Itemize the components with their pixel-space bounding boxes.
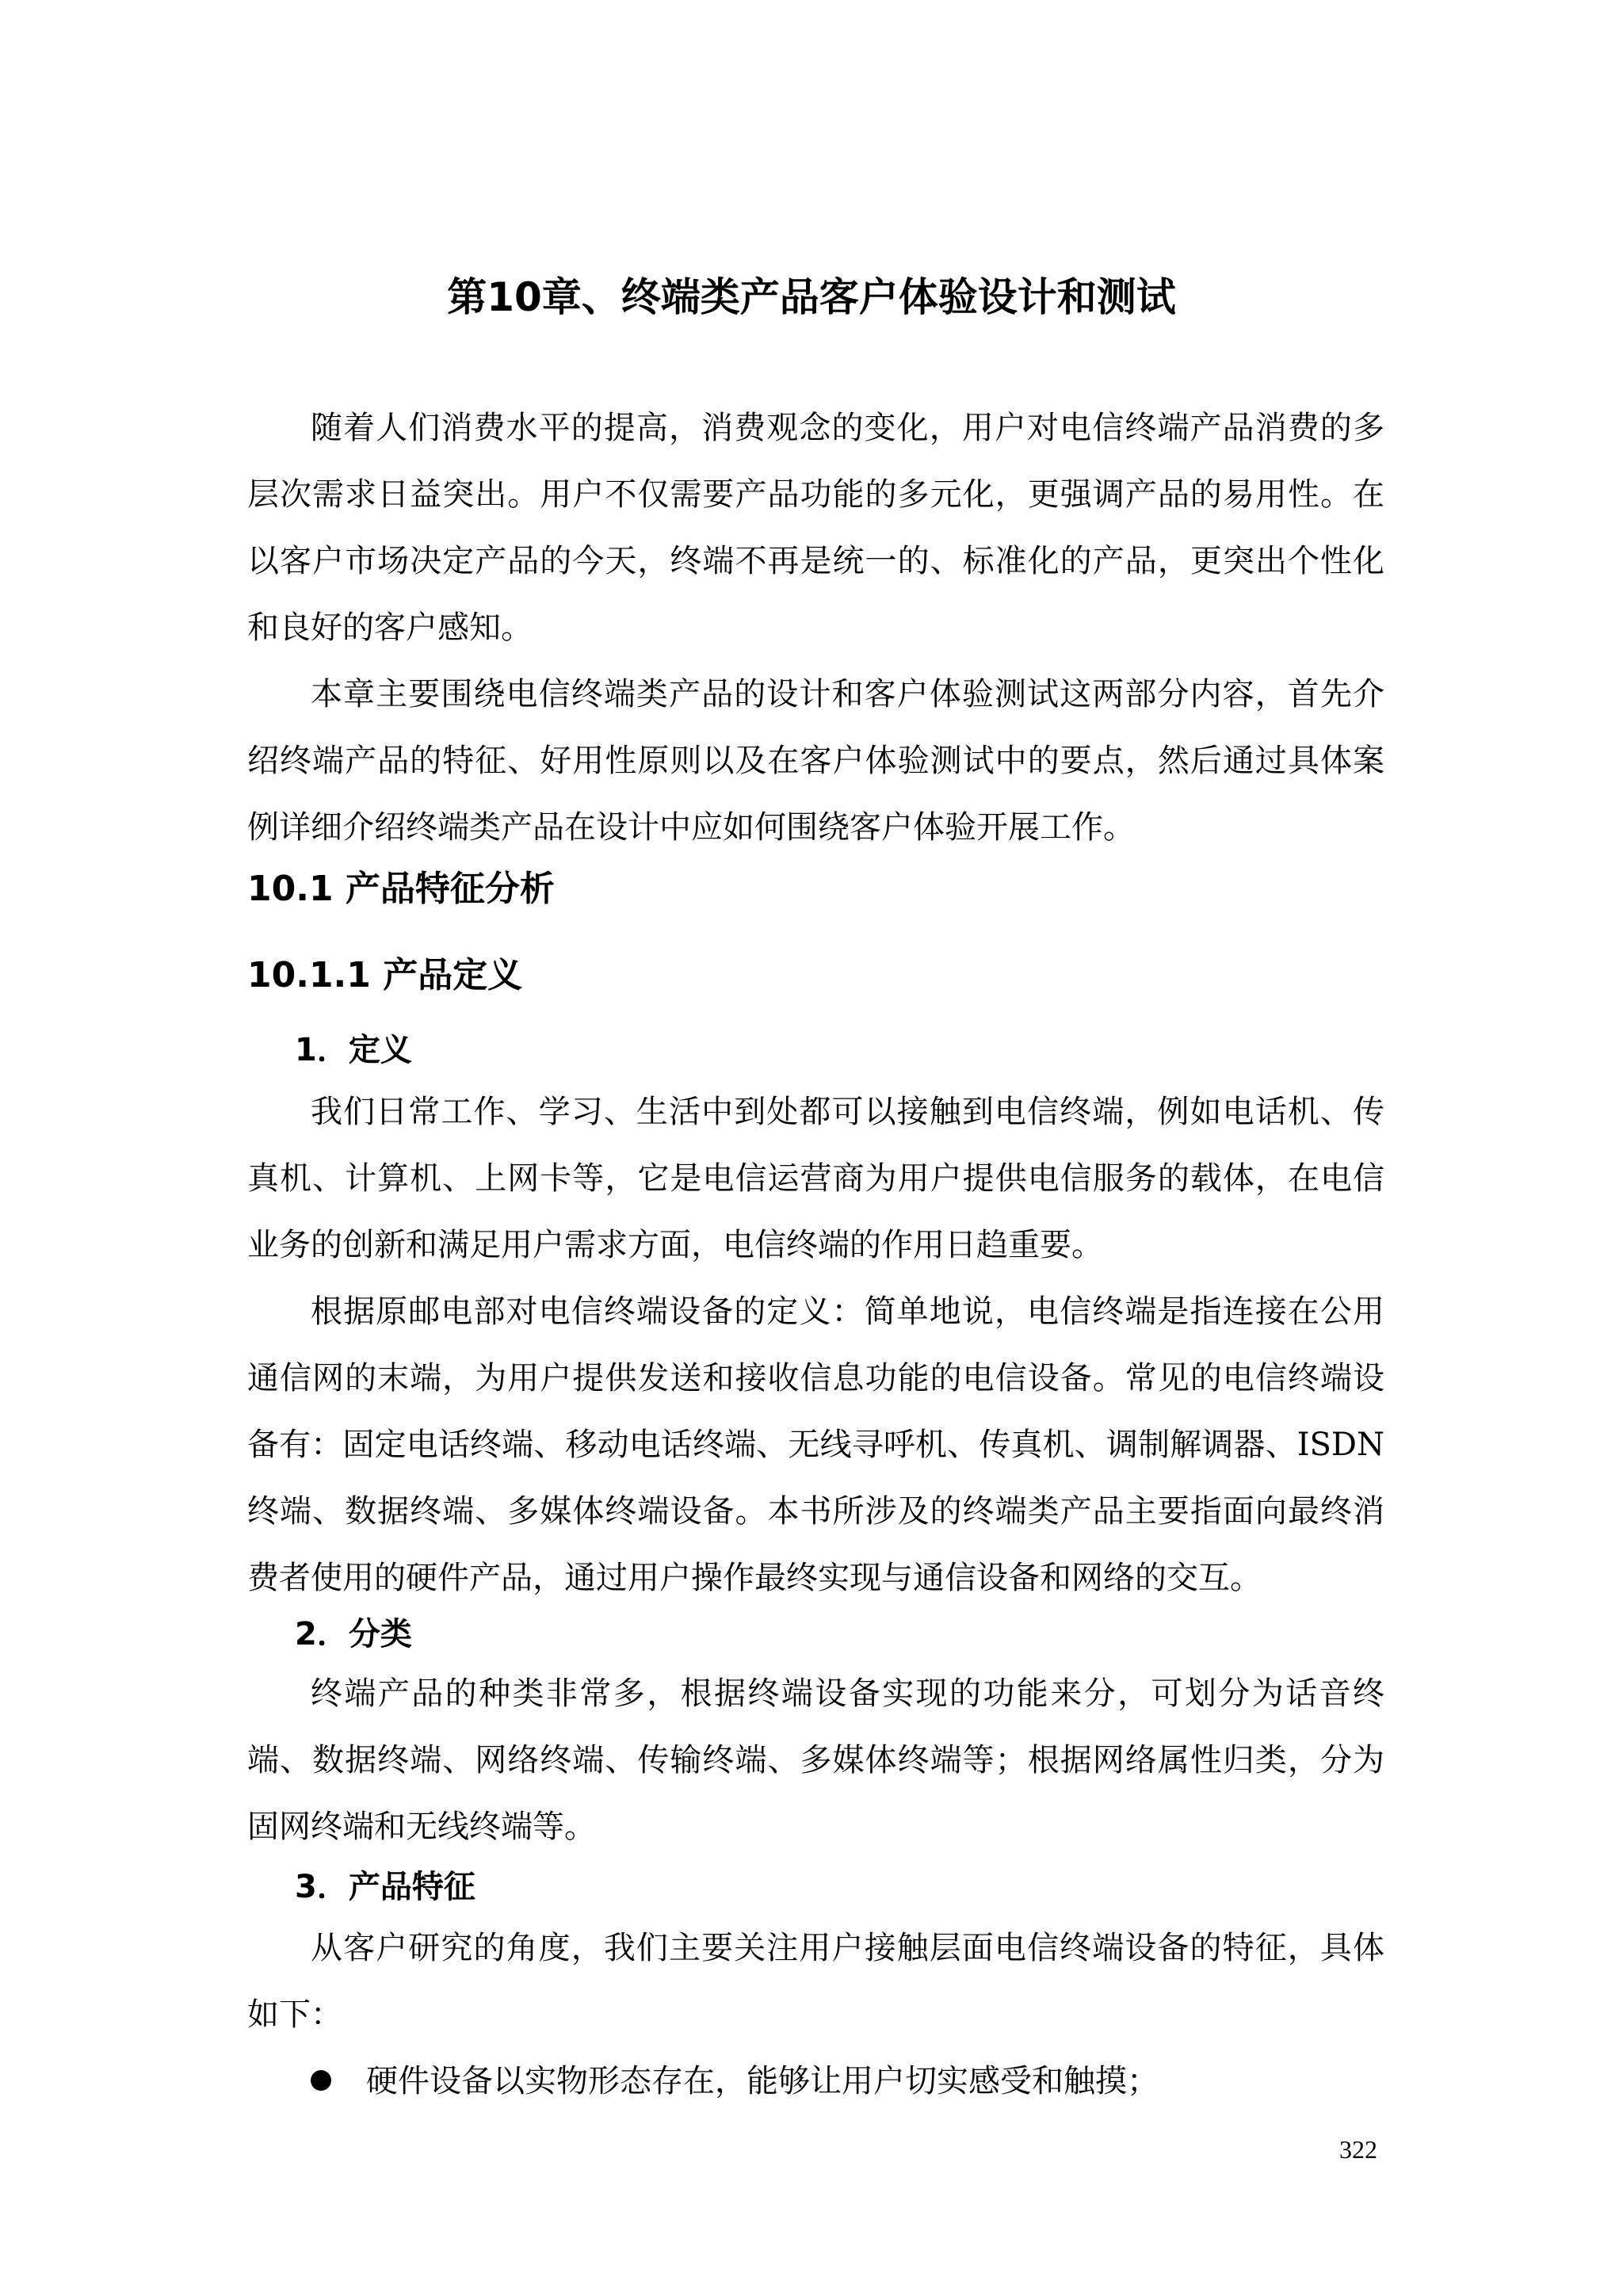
section-heading-10-1-1: 10.1.1 产品定义 xyxy=(247,955,523,995)
item-heading-features: 3．产品特征 xyxy=(295,1869,475,1905)
intro-paragraph-2: 本章主要围绕电信终端类产品的设计和客户体验测试这两部分内容，首先介绍终端产品的特征、好用性原则以及在客户体验测试中的要点，然后通过具体案例详细介绍终端类产品在设计中应如何围绕客户体验开展工作。 xyxy=(247,676,1384,846)
intro-paragraph-1: 随着人们消费水平的提高，消费观念的变化，用户对电信终端产品消费的多层次需求日益突出。用户不仅需要产品功能的多元化，更强调产品的易用性。在以客户市场决定产品的今天，终端不再是统一的、标准化的产品，更突出个性化和良好的客户感知。 xyxy=(247,410,1384,646)
definition-paragraph-1: 我们日常工作、学习、生活中到处都可以接触到电信终端，例如电话机、传真机、计算机、上网卡等，它是电信运营商为用户提供电信服务的载体，在电信业务的创新和满足用户需求方面，电信终端的作用日趋重要。 xyxy=(247,1094,1384,1263)
item-heading-classification: 2．分类 xyxy=(295,1616,412,1652)
classification-paragraph: 终端产品的种类非常多，根据终端设备实现的功能来分，可划分为话音终端、数据终端、网络终端、传输终端、多媒体终端等；根据网络属性归类，分为固网终端和无线终端等。 xyxy=(247,1675,1384,1845)
item-heading-definition: 1．定义 xyxy=(295,1032,412,1068)
bullet-dot-icon xyxy=(311,2070,331,2091)
bullet-item xyxy=(311,2048,1388,2115)
features-paragraph: 从客户研究的角度，我们主要关注用户接触层面电信终端设备的特征，具体如下： xyxy=(247,1930,1384,2033)
section-heading-10-1: 10.1 产品特征分析 xyxy=(247,869,555,909)
chapter-title: 第10章、终端类产品客户体验设计和测试 xyxy=(447,274,1176,320)
page-number: 322 xyxy=(1339,2135,1377,2164)
definition-paragraph-2: 根据原邮电部对电信终端设备的定义：简单地说，电信终端是指连接在公用通信网的末端，为用户提供发送和接收信息功能的电信设备。常见的电信终端设备有：固定电话终端、移动电话终端、无线寻呼机、传真机、调制解调器、ISDN终端、数据终端、多媒体终端设备。本书所涉及的终端类产品主要指面向最终消费者使用的硬件产品，通过用户操作最终实现与通信设备和网络的交互。 xyxy=(247,1293,1384,1596)
bullet-item-text: 硬件设备以实物形态存在，能够让用户切实感受和触摸； xyxy=(366,2063,1159,2099)
